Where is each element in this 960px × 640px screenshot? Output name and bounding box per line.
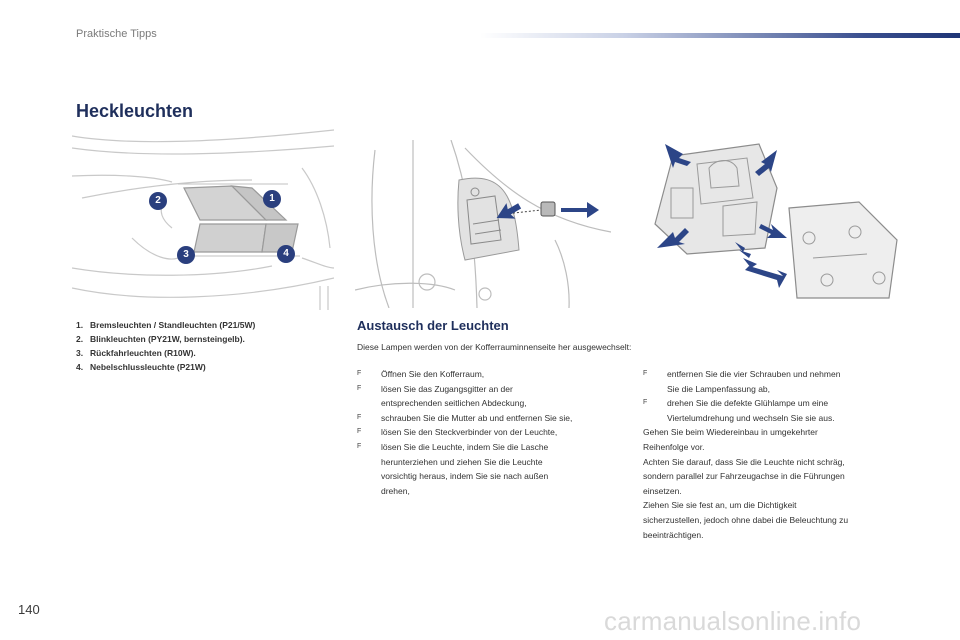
step-item	[357, 425, 627, 440]
step-bullet: F	[357, 413, 362, 421]
note-paragraph	[643, 498, 913, 542]
note-line: sondern parallel zur Fahrzeugachse in die Führungen	[643, 471, 845, 482]
step-line: drehen,	[381, 485, 410, 496]
legend-text: Rückfahrleuchten (R10W).	[90, 348, 196, 358]
legend-number: 1.	[76, 320, 84, 330]
section-label: Praktische Tipps	[76, 28, 157, 40]
legend-number: 2.	[76, 334, 84, 344]
step-bullet: F	[357, 370, 362, 377]
step-item	[643, 367, 913, 396]
legend-text: Blinkleuchten (PY21W, bernsteingelb).	[90, 334, 245, 344]
trunk-drawing	[355, 140, 611, 308]
step-line: Sie die Lampenfassung ab,	[667, 383, 771, 394]
watermark: carmanualsonline.info	[604, 606, 862, 636]
step-line: entfernen Sie die vier Schrauben und nehmen	[667, 369, 841, 379]
step-line: lösen Sie das Zugangsgitter an der	[381, 383, 513, 394]
replacement-intro: Diese Lampen werden von der Kofferrauminnenseite her ausgewechselt:	[357, 342, 632, 352]
page-title: Heckleuchten	[76, 101, 194, 121]
replacement-title: Austausch der Leuchten	[357, 318, 509, 333]
legend-item	[76, 346, 346, 360]
page-number: 140	[18, 602, 40, 617]
lamp-unit-illustration	[627, 128, 921, 308]
lamp-unit-drawing	[627, 128, 921, 308]
steps-right-column	[643, 367, 913, 542]
note-line: Reihenfolge vor.	[643, 441, 705, 452]
step-bullet: F	[357, 384, 362, 392]
step-line: herunterziehen und ziehen Sie die Leuchte	[381, 456, 543, 467]
steps-left-column	[357, 367, 627, 498]
taillight-illustration	[72, 128, 334, 310]
header-bar	[480, 33, 960, 38]
bulb-legend	[76, 318, 346, 374]
step-bullet: F	[643, 370, 648, 377]
note-line: sicherzustellen, jedoch ohne dabei die Beleuchtung zu	[643, 514, 849, 525]
note-paragraph	[643, 455, 913, 499]
step-item	[357, 411, 627, 426]
step-item	[357, 382, 627, 411]
legend-number: 4.	[76, 362, 84, 372]
note-line: Ziehen Sie sie fest an, um die Dichtigkeit	[643, 500, 797, 511]
step-line: entsprechenden seitlichen Abdeckung,	[381, 398, 527, 409]
step-line: drehen Sie die defekte Glühlampe um eine	[667, 398, 829, 409]
legend-text: Nebelschlussleuchte (P21W)	[90, 362, 206, 372]
note-line: einsetzen.	[643, 485, 682, 496]
step-bullet: F	[643, 399, 648, 407]
callout-2: 2	[149, 192, 167, 210]
legend-text: Bremsleuchten / Standleuchten (P21/5W)	[90, 320, 256, 330]
taillight-drawing	[72, 128, 334, 310]
step-line: lösen Sie den Steckverbinder von der Leuchte,	[381, 427, 558, 438]
note-line: Achten Sie darauf, dass Sie die Leuchte nicht schräg,	[643, 456, 845, 467]
step-item	[643, 396, 913, 425]
step-bullet: F	[357, 428, 362, 436]
legend-item	[76, 332, 346, 346]
step-item	[357, 440, 627, 498]
legend-number: 3.	[76, 348, 84, 358]
note-line: beeinträchtigen.	[643, 529, 704, 540]
callout-3: 3	[177, 246, 195, 264]
note-line: Gehen Sie beim Wiedereinbau in umgekehrter	[643, 427, 818, 438]
step-line: vorsichtig heraus, indem Sie sie nach außen	[381, 471, 549, 482]
legend-item	[76, 360, 346, 374]
step-line: schrauben Sie die Mutter ab und entfernen Sie sie,	[381, 412, 573, 423]
step-bullet: F	[357, 442, 362, 450]
legend-item	[76, 318, 346, 332]
step-line: Viertelumdrehung und wechseln Sie sie aus.	[667, 412, 835, 423]
step-line: Öffnen Sie den Kofferraum,	[381, 369, 485, 379]
step-line: lösen Sie die Leuchte, indem Sie die Lasche	[381, 441, 549, 452]
note-paragraph	[643, 425, 913, 454]
step-item	[357, 367, 627, 382]
trunk-access-illustration	[355, 140, 611, 308]
callout-1: 1	[263, 190, 281, 208]
callout-4: 4	[277, 245, 295, 263]
